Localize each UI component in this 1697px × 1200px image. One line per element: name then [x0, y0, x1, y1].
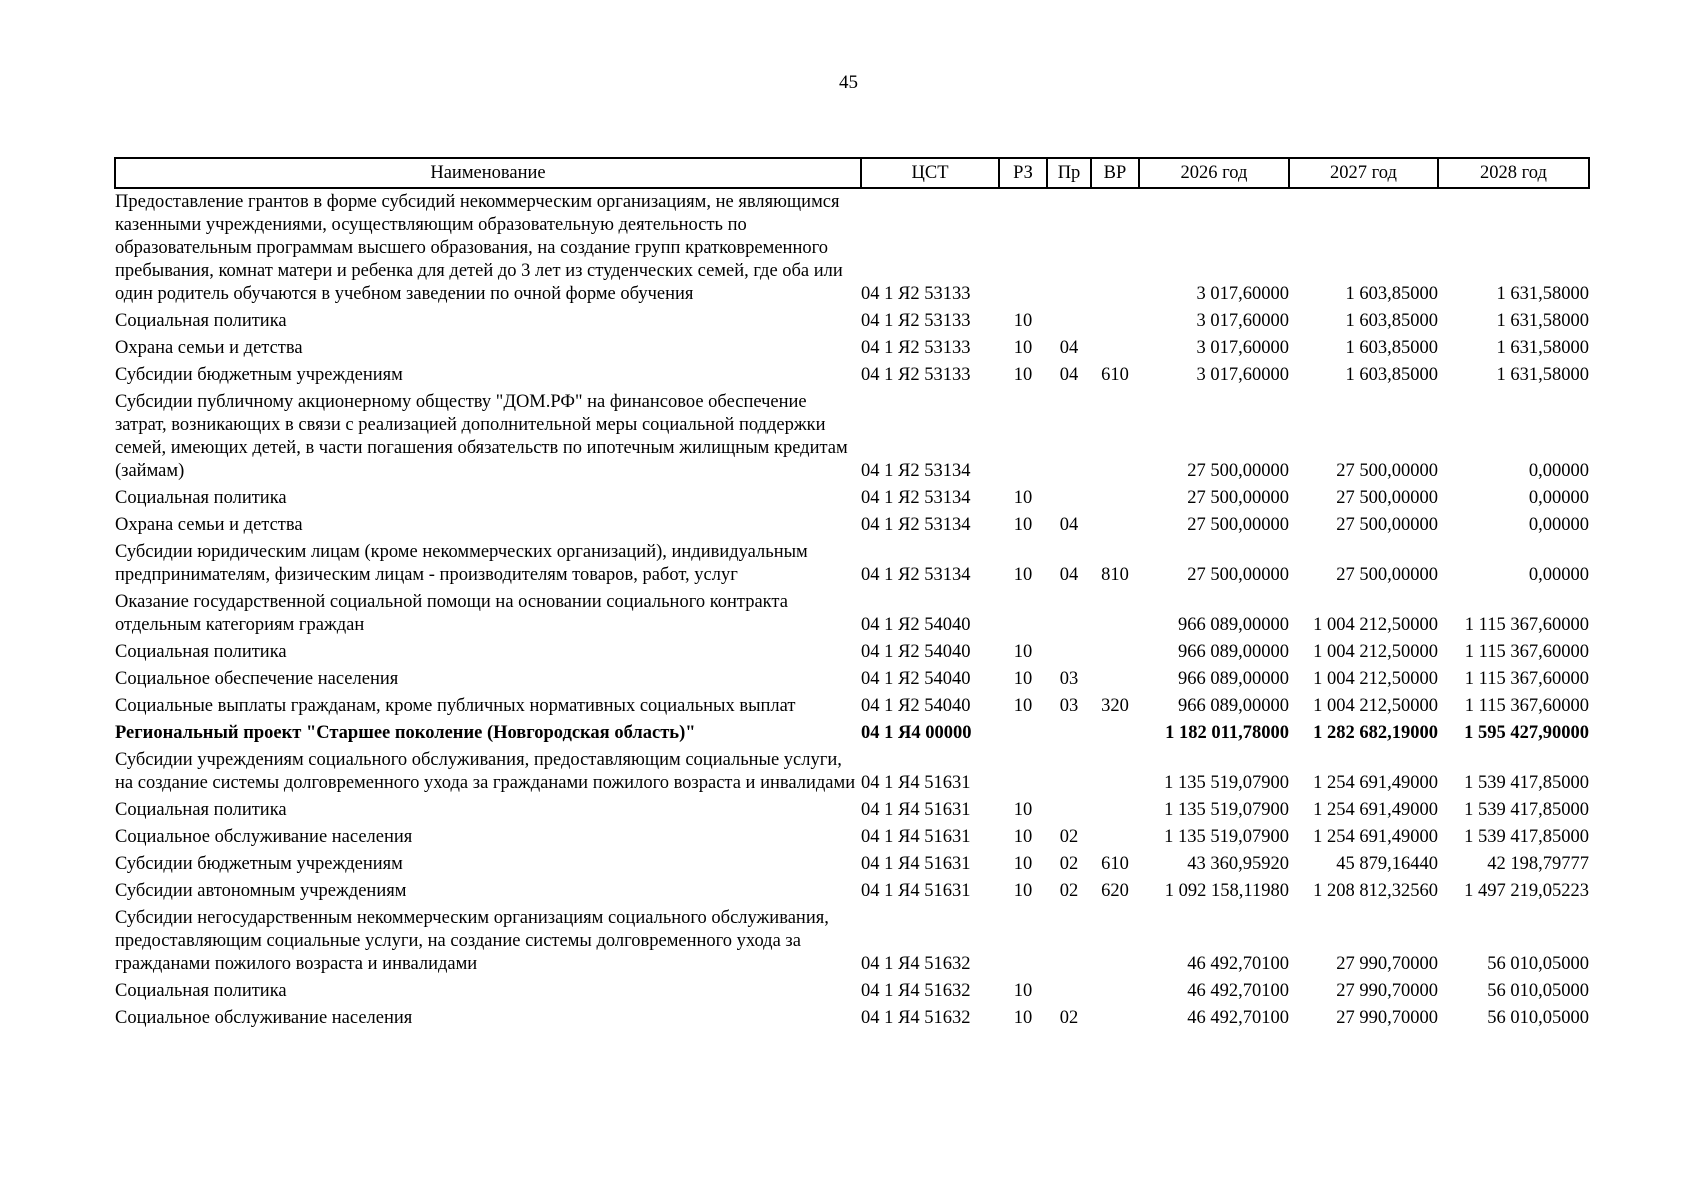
row-cst: 04 1 Я2 53133 — [861, 338, 971, 358]
row-rz: 10 — [1013, 981, 1033, 1001]
row-vr: 620 — [1101, 881, 1129, 901]
row-amount-2028: 1 115 367,60000 — [1464, 696, 1589, 716]
row-amount-2026: 3 017,60000 — [1196, 338, 1289, 358]
row-amount-2027: 27 990,70000 — [1336, 954, 1438, 974]
table-row — [115, 747, 1589, 797]
row-amount-2026: 46 492,70100 — [1187, 981, 1289, 1001]
row-name: Социальные выплаты гражданам, кроме публичных нормативных социальных выплат — [115, 696, 796, 716]
row-amount-2026: 1 135 519,07900 — [1164, 773, 1289, 793]
row-rz: 10 — [1013, 827, 1033, 847]
row-rz — [999, 905, 1047, 978]
row-vr — [1091, 797, 1139, 824]
row-amount-2027: 1 004 212,50000 — [1313, 696, 1438, 716]
row-pr: 03 — [1059, 696, 1079, 716]
row-rz: 10 — [1013, 800, 1033, 820]
row-amount-2026: 27 500,00000 — [1187, 515, 1289, 535]
row-amount-2027: 45 879,16440 — [1336, 854, 1438, 874]
row-pr: 02 — [1059, 1008, 1079, 1028]
table-row — [115, 362, 1589, 389]
row-amount-2028: 0,00000 — [1528, 515, 1589, 535]
row-cst: 04 1 Я2 53134 — [861, 565, 971, 585]
table-header — [115, 158, 1589, 188]
row-cst: 04 1 Я4 51632 — [861, 981, 971, 1001]
row-name: Субсидии учреждениям социального обслуживания, предоставляющим социальные услуги, на создание системы долговременного ухода за гражданами пожилого возраста и инвалидами — [115, 750, 856, 793]
row-pr: 04 — [1059, 338, 1079, 358]
row-vr — [1091, 824, 1139, 851]
row-vr — [1091, 905, 1139, 978]
row-amount-2026: 3 017,60000 — [1196, 284, 1289, 304]
row-cst: 04 1 Я4 51632 — [861, 1008, 971, 1028]
row-amount-2027: 1 004 212,50000 — [1313, 669, 1438, 689]
row-amount-2026: 43 360,95920 — [1187, 854, 1289, 874]
row-name: Охрана семьи и детства — [115, 515, 303, 535]
header-name: Наименование — [115, 158, 861, 188]
row-amount-2026: 27 500,00000 — [1187, 488, 1289, 508]
row-cst: 04 1 Я4 51631 — [861, 827, 971, 847]
row-rz — [999, 720, 1047, 747]
row-cst: 04 1 Я2 53134 — [861, 461, 971, 481]
row-amount-2027: 1 254 691,49000 — [1313, 800, 1438, 820]
row-pr: 04 — [1059, 515, 1079, 535]
row-amount-2026: 966 089,00000 — [1178, 696, 1289, 716]
header-cst: ЦСТ — [861, 158, 999, 188]
row-rz: 10 — [1013, 881, 1033, 901]
row-name: Субсидии юридическим лицам (кроме некоммерческих организаций), индивидуальным предпринимателям, физическим лицам - производителям товаров, работ, услуг — [115, 542, 808, 585]
row-pr: 04 — [1059, 565, 1079, 585]
row-amount-2028: 1 631,58000 — [1496, 365, 1589, 385]
row-cst: 04 1 Я2 53133 — [861, 365, 971, 385]
row-vr — [1091, 485, 1139, 512]
header-rz: РЗ — [999, 158, 1047, 188]
row-amount-2027: 27 500,00000 — [1336, 488, 1438, 508]
row-amount-2027: 1 208 812,32560 — [1313, 881, 1438, 901]
row-amount-2027: 1 254 691,49000 — [1313, 773, 1438, 793]
row-name: Предоставление грантов в форме субсидий некоммерческим организациям, не являющимся казенными учреждениями, осуществляющим образовательную деятельность по образовательным программам высшего образования, на создание групп кратковременного пребывания, комнат матери и ребенка для детей до 3 лет из студенческих семей, где оба или один родитель обучаются в учебном заведении по очной форме обучения — [115, 192, 843, 304]
row-pr — [1047, 905, 1091, 978]
row-rz — [999, 389, 1047, 485]
row-cst: 04 1 Я4 00000 — [861, 723, 972, 743]
row-pr: 02 — [1059, 881, 1079, 901]
row-amount-2026: 1 092 158,11980 — [1164, 881, 1289, 901]
row-name: Субсидии бюджетным учреждениям — [115, 854, 403, 874]
table-body — [115, 188, 1589, 1032]
row-amount-2028: 1 115 367,60000 — [1464, 642, 1589, 662]
row-vr: 320 — [1101, 696, 1129, 716]
row-amount-2027: 1 282 682,19000 — [1313, 723, 1438, 743]
row-name: Региональный проект "Старшее поколение (Новгородская область)" — [115, 723, 696, 743]
row-amount-2028: 1 539 417,85000 — [1464, 827, 1589, 847]
row-pr: 02 — [1059, 854, 1079, 874]
row-name: Оказание государственной социальной помощи на основании социального контракта отдельным категориям граждан — [115, 592, 788, 635]
table-row — [115, 720, 1589, 747]
header-pr: Пр — [1047, 158, 1091, 188]
row-amount-2028: 1 539 417,85000 — [1464, 800, 1589, 820]
row-pr — [1047, 308, 1091, 335]
row-cst: 04 1 Я2 53134 — [861, 488, 971, 508]
row-amount-2028: 1 115 367,60000 — [1464, 615, 1589, 635]
row-amount-2028: 0,00000 — [1528, 488, 1589, 508]
table-row — [115, 308, 1589, 335]
table-row — [115, 851, 1589, 878]
table-row — [115, 693, 1589, 720]
row-vr — [1091, 188, 1139, 308]
row-amount-2026: 966 089,00000 — [1178, 615, 1289, 635]
row-vr — [1091, 512, 1139, 539]
row-amount-2026: 46 492,70100 — [1187, 1008, 1289, 1028]
row-amount-2028: 56 010,05000 — [1487, 981, 1589, 1001]
row-vr — [1091, 389, 1139, 485]
row-amount-2027: 27 990,70000 — [1336, 981, 1438, 1001]
row-amount-2028: 42 198,79777 — [1487, 854, 1589, 874]
row-amount-2026: 966 089,00000 — [1178, 669, 1289, 689]
row-amount-2028: 1 631,58000 — [1496, 311, 1589, 331]
row-rz: 10 — [1013, 642, 1033, 662]
row-pr — [1047, 720, 1091, 747]
row-amount-2027: 1 603,85000 — [1345, 284, 1438, 304]
row-rz: 10 — [1013, 311, 1033, 331]
table-row — [115, 978, 1589, 1005]
row-amount-2027: 1 004 212,50000 — [1313, 642, 1438, 662]
row-amount-2027: 1 254 691,49000 — [1313, 827, 1438, 847]
row-name: Субсидии бюджетным учреждениям — [115, 365, 403, 385]
row-cst: 04 1 Я4 51631 — [861, 773, 971, 793]
row-pr — [1047, 978, 1091, 1005]
row-name: Социальная политика — [115, 311, 287, 331]
header-2027: 2027 год — [1289, 158, 1438, 188]
row-vr — [1091, 589, 1139, 639]
row-amount-2026: 966 089,00000 — [1178, 642, 1289, 662]
table-row — [115, 335, 1589, 362]
row-name: Социальная политика — [115, 488, 287, 508]
row-amount-2027: 1 603,85000 — [1345, 311, 1438, 331]
table-row — [115, 512, 1589, 539]
row-amount-2028: 1 539 417,85000 — [1464, 773, 1589, 793]
table-row — [115, 666, 1589, 693]
table-row — [115, 539, 1589, 589]
row-pr: 04 — [1059, 365, 1079, 385]
row-name: Социальная политика — [115, 800, 287, 820]
table-row — [115, 639, 1589, 666]
row-vr — [1091, 335, 1139, 362]
row-amount-2026: 1 135 519,07900 — [1164, 800, 1289, 820]
row-amount-2027: 1 603,85000 — [1345, 338, 1438, 358]
row-rz: 10 — [1013, 696, 1033, 716]
row-rz — [999, 747, 1047, 797]
row-name: Охрана семьи и детства — [115, 338, 303, 358]
row-cst: 04 1 Я4 51631 — [861, 800, 971, 820]
row-rz: 10 — [1013, 565, 1033, 585]
table-row — [115, 389, 1589, 485]
row-amount-2026: 46 492,70100 — [1187, 954, 1289, 974]
header-row — [115, 158, 1589, 188]
row-amount-2026: 27 500,00000 — [1187, 565, 1289, 585]
row-name: Социальное обслуживание населения — [115, 827, 413, 847]
row-amount-2027: 1 603,85000 — [1345, 365, 1438, 385]
row-rz: 10 — [1013, 669, 1033, 689]
row-vr — [1091, 1005, 1139, 1032]
row-pr — [1047, 389, 1091, 485]
row-cst: 04 1 Я2 54040 — [861, 696, 971, 716]
row-rz — [999, 188, 1047, 308]
row-cst: 04 1 Я4 51631 — [861, 881, 971, 901]
row-amount-2026: 3 017,60000 — [1196, 311, 1289, 331]
row-pr — [1047, 639, 1091, 666]
table-row — [115, 188, 1589, 308]
header-2026: 2026 год — [1139, 158, 1289, 188]
row-amount-2028: 0,00000 — [1528, 461, 1589, 481]
row-amount-2028: 1 631,58000 — [1496, 338, 1589, 358]
table-row — [115, 589, 1589, 639]
row-pr — [1047, 485, 1091, 512]
row-cst: 04 1 Я2 54040 — [861, 642, 971, 662]
header-vr: ВР — [1091, 158, 1139, 188]
row-amount-2028: 56 010,05000 — [1487, 1008, 1589, 1028]
row-rz: 10 — [1013, 854, 1033, 874]
table-row — [115, 485, 1589, 512]
row-amount-2027: 27 500,00000 — [1336, 461, 1438, 481]
row-amount-2027: 27 500,00000 — [1336, 515, 1438, 535]
row-amount-2026: 1 182 011,78000 — [1165, 723, 1289, 743]
row-rz: 10 — [1013, 488, 1033, 508]
row-amount-2027: 27 500,00000 — [1336, 565, 1438, 585]
row-name: Субсидии автономным учреждениям — [115, 881, 407, 901]
row-cst: 04 1 Я2 53133 — [861, 284, 971, 304]
row-rz: 10 — [1013, 1008, 1033, 1028]
row-vr — [1091, 978, 1139, 1005]
row-pr: 03 — [1059, 669, 1079, 689]
page-number: 45 — [839, 72, 858, 93]
row-amount-2027: 1 004 212,50000 — [1313, 615, 1438, 635]
row-vr: 810 — [1101, 565, 1129, 585]
row-rz: 10 — [1013, 515, 1033, 535]
row-name: Социальная политика — [115, 981, 287, 1001]
row-vr: 610 — [1101, 854, 1129, 874]
row-cst: 04 1 Я2 54040 — [861, 669, 971, 689]
row-pr — [1047, 747, 1091, 797]
row-cst: 04 1 Я4 51631 — [861, 854, 971, 874]
row-amount-2028: 0,00000 — [1528, 565, 1589, 585]
table-row — [115, 878, 1589, 905]
row-amount-2028: 1 631,58000 — [1496, 284, 1589, 304]
row-amount-2028: 1 595 427,90000 — [1464, 723, 1589, 743]
row-name: Социальное обслуживание населения — [115, 1008, 413, 1028]
row-amount-2026: 1 135 519,07900 — [1164, 827, 1289, 847]
row-rz — [999, 589, 1047, 639]
header-2028: 2028 год — [1438, 158, 1589, 188]
row-pr — [1047, 797, 1091, 824]
row-name: Субсидии публичному акционерному обществу "ДОМ.РФ" на финансовое обеспечение затрат, возникающих в связи с реализацией дополнительной меры социальной поддержки семей, имеющих детей, в части погашения обязательств по ипотечным жилищным кредитам (займам) — [115, 392, 848, 481]
row-vr: 610 — [1101, 365, 1129, 385]
row-vr — [1091, 308, 1139, 335]
row-cst: 04 1 Я2 53133 — [861, 311, 971, 331]
row-vr — [1091, 666, 1139, 693]
row-rz: 10 — [1013, 338, 1033, 358]
row-pr: 02 — [1059, 827, 1079, 847]
row-amount-2028: 56 010,05000 — [1487, 954, 1589, 974]
row-amount-2027: 27 990,70000 — [1336, 1008, 1438, 1028]
row-amount-2026: 3 017,60000 — [1196, 365, 1289, 385]
table-row — [115, 824, 1589, 851]
row-amount-2026: 27 500,00000 — [1187, 461, 1289, 481]
row-vr — [1091, 639, 1139, 666]
row-name: Субсидии негосударственным некоммерческим организациям социального обслуживания, предоставляющим социальные услуги, на создание системы долговременного ухода за гражданами пожилого возраста и инвалидами — [115, 908, 829, 974]
row-amount-2028: 1 497 219,05223 — [1464, 881, 1589, 901]
row-name: Социальная политика — [115, 642, 287, 662]
row-cst: 04 1 Я2 53134 — [861, 515, 971, 535]
row-cst: 04 1 Я4 51632 — [861, 954, 971, 974]
row-cst: 04 1 Я2 54040 — [861, 615, 971, 635]
table-row — [115, 797, 1589, 824]
table-row — [115, 1005, 1589, 1032]
row-amount-2028: 1 115 367,60000 — [1464, 669, 1589, 689]
row-pr — [1047, 188, 1091, 308]
row-name: Социальное обеспечение населения — [115, 669, 399, 689]
table-row — [115, 905, 1589, 978]
row-rz: 10 — [1013, 365, 1033, 385]
budget-table — [114, 157, 1590, 1032]
row-vr — [1091, 747, 1139, 797]
row-vr — [1091, 720, 1139, 747]
row-pr — [1047, 589, 1091, 639]
